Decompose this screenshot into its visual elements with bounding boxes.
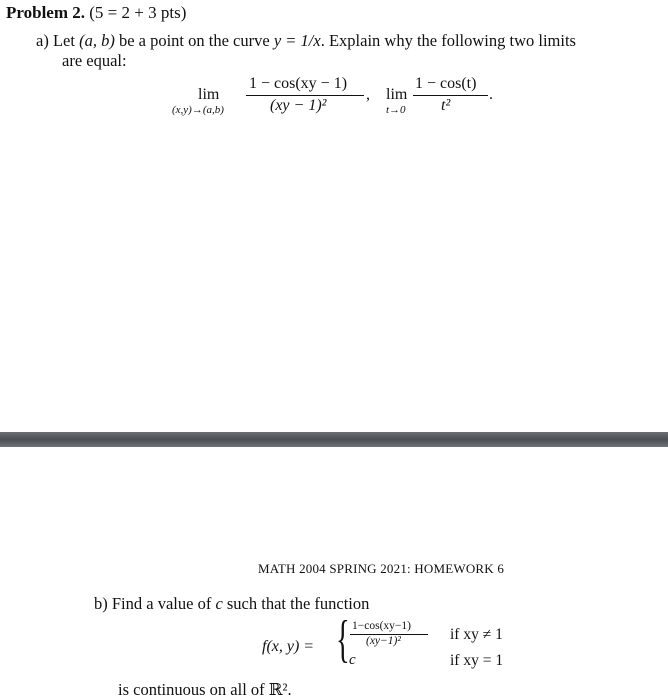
limit2-denominator: t² [441,97,451,114]
part-b-text1: Find a value of [111,594,216,613]
problem-points: (5 = 2 + 3 pts) [89,3,187,22]
case1-denominator: (xy−1)² [366,635,401,647]
case1-condition: if xy ≠ 1 [450,626,503,643]
limit2-fraction-bar [413,95,488,96]
part-a-point: (a, b) [79,31,115,50]
limit-separator: , [366,86,370,103]
limit2-end-period: . [489,86,493,103]
limit2-lim: lim [386,86,408,103]
part-b-var-c: c [215,594,223,613]
part-a-text3: . Explain why the following two limits [320,31,576,50]
part-a-line2: are equal: [62,51,127,70]
limit1-subscript: (x,y)→(a,b) [172,104,224,116]
page-break-divider [0,432,668,447]
problem-label: Problem 2. [6,3,86,22]
limit2-numerator: 1 − cos(t) [415,75,477,92]
part-a-text2: be a point on the curve [114,31,274,50]
function-label: f(x, y) = [262,638,315,655]
limit1-lim: lim [198,86,220,103]
part-a-text1: Let [52,31,80,50]
limit1-denominator: (xy − 1)² [270,97,327,114]
problem-heading [6,3,186,23]
limit2-subscript: t→0 [386,104,406,116]
limit1-numerator: 1 − cos(xy − 1) [249,75,348,92]
cases-brace: { [336,611,350,668]
part-b-line [94,594,369,614]
part-a-line1 [36,31,576,51]
part-a-marker: a) [36,31,49,50]
limit1-fraction-bar [246,95,364,96]
part-b-final-line: is continuous on all of ℝ². [118,680,292,699]
case2-value: c [349,652,356,668]
part-b-text2: such that the function [222,594,370,613]
case1-numerator: 1−cos(xy−1) [352,620,411,632]
part-a-curve: y = 1/x [273,31,321,50]
running-header: MATH 2004 SPRING 2021: HOMEWORK 6 [258,561,505,576]
part-b-marker: b) [94,594,108,613]
case2-condition: if xy = 1 [450,652,504,669]
